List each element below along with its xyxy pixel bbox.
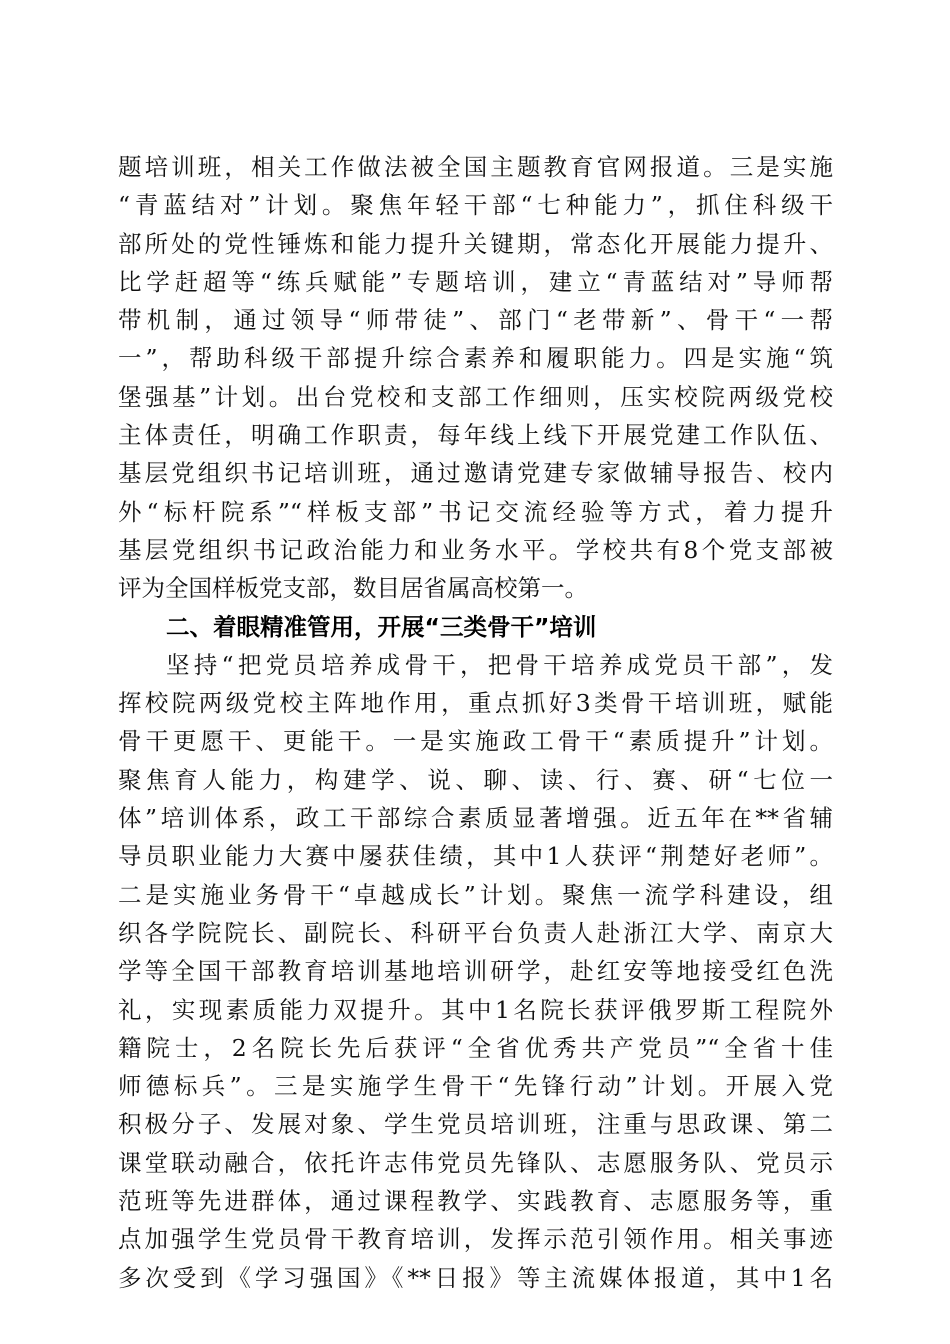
paragraph-line: 外“标杆院系”“样板支部”书记交流经验等方式，着力提升 bbox=[118, 497, 833, 526]
paragraph-line: 带机制，通过领导“师带徒”、部门“老带新”、骨干“一帮 bbox=[118, 306, 833, 335]
paragraph-line: 学等全国干部教育培训基地培训研学，赴红安等地接受红色洗 bbox=[118, 957, 833, 986]
paragraph-line: 基层党组织书记政治能力和业务水平。学校共有8个党支部被 bbox=[118, 535, 833, 564]
paragraph-line: 点加强学生党员骨干教育培训，发挥示范引领作用。相关事迹 bbox=[118, 1225, 833, 1254]
paragraph-line: 籍院士，2名院长先后获评“全省优秀共产党员”“全省十佳 bbox=[118, 1033, 833, 1062]
paragraph-line: 积极分子、发展对象、学生党员培训班，注重与思政课、第二 bbox=[118, 1110, 833, 1139]
paragraph-line: 比学赶超等“练兵赋能”专题培训，建立“青蓝结对”导师帮 bbox=[118, 267, 833, 296]
paragraph-line: 多次受到《学习强国》《**日报》等主流媒体报道，其中1名 bbox=[118, 1263, 833, 1292]
paragraph-line: 评为全国样板党支部，数目居省属高校第一。 bbox=[118, 574, 588, 603]
paragraph-line: 师德标兵”。三是实施学生骨干“先锋行动”计划。开展入党 bbox=[118, 1072, 833, 1101]
paragraph-line: 范班等先进群体，通过课程教学、实践教育、志愿服务等，重 bbox=[118, 1187, 833, 1216]
paragraph-line: 部所处的党性锤炼和能力提升关键期，常态化开展能力提升、 bbox=[118, 229, 833, 258]
paragraph-line: 课堂联动融合，依托许志伟党员先锋队、志愿服务队、党员示 bbox=[118, 1148, 833, 1177]
paragraph-line: 礼，实现素质能力双提升。其中1名院长获评俄罗斯工程院外 bbox=[118, 995, 833, 1024]
paragraph-line: 挥校院两级党校主阵地作用，重点抓好3类骨干培训班，赋能 bbox=[118, 689, 833, 718]
paragraph-line: 基层党组织书记培训班，通过邀请党建专家做辅导报告、校内 bbox=[118, 459, 833, 488]
paragraph-line: 二是实施业务骨干“卓越成长”计划。聚焦一流学科建设，组 bbox=[118, 880, 833, 909]
paragraph-line: “青蓝结对”计划。聚焦年轻干部“七种能力”，抓住科级干 bbox=[118, 191, 833, 220]
paragraph-line: 堡强基”计划。出台党校和支部工作细则，压实校院两级党校 bbox=[118, 382, 833, 411]
paragraph-line: 聚焦育人能力，构建学、说、聊、读、行、赛、研“七位一 bbox=[118, 765, 833, 794]
paragraph-line: 一”，帮助科级干部提升综合素养和履职能力。四是实施“筑 bbox=[118, 344, 833, 373]
paragraph-line: 主体责任，明确工作职责，每年线上线下开展党建工作队伍、 bbox=[118, 421, 833, 450]
document-body bbox=[118, 148, 833, 1297]
paragraph-line: 坚持“把党员培养成骨干，把骨干培养成党员干部”，发 bbox=[166, 650, 833, 679]
paragraph-line: 织各学院院长、副院长、科研平台负责人赴浙江大学、南京大 bbox=[118, 918, 833, 947]
paragraph-line: 体”培训体系，政工干部综合素质显著增强。近五年在**省辅 bbox=[118, 804, 833, 833]
paragraph-line: 导员职业能力大赛中屡获佳绩，其中1人获评“荆楚好老师”。 bbox=[118, 842, 833, 871]
section-heading: 二、着眼精准管用，开展“三类骨干”培训 bbox=[166, 612, 597, 641]
paragraph-line: 题培训班，相关工作做法被全国主题教育官网报道。三是实施 bbox=[118, 153, 833, 181]
paragraph-line: 骨干更愿干、更能干。一是实施政工骨干“素质提升”计划。 bbox=[118, 727, 833, 756]
